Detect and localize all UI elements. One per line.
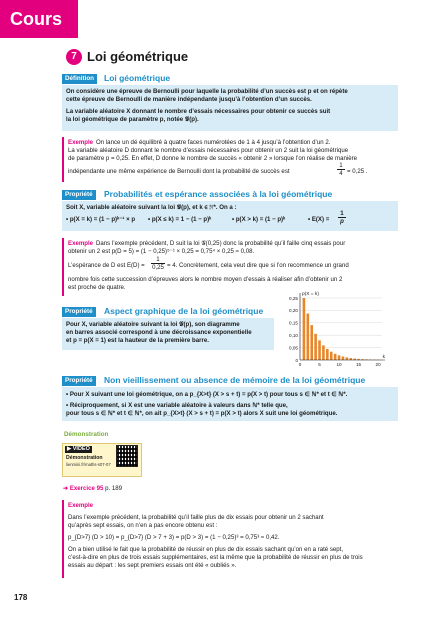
y-tick-label: 0,15 xyxy=(289,320,298,326)
chapter-band: Cours xyxy=(0,0,78,38)
page-number: 178 xyxy=(14,593,28,602)
example-text: Dans l’exemple précédent, D suit la loi 𝒢(0,25) donc la probabilité qu’il faille cinq essais pour xyxy=(96,240,346,247)
example-text: p_{D>7} (D > 10) = p_{D>7} (D > 7 + 3) = p(D > 3) = (1 − 0,25)³ = 0,75³ ≈ 0,42. xyxy=(68,534,280,541)
fraction-numerator: 1 xyxy=(337,162,345,170)
property-text: Pour X, variable aléatoire suivant la loi 𝒢(p), son diagramme xyxy=(66,321,240,328)
example-marker xyxy=(62,137,64,182)
bar xyxy=(303,298,306,360)
definition-text: la loi géométrique de paramètre p, notée 𝒢(p). xyxy=(66,116,199,123)
property-text: • Pour X suivant une loi géométrique, on a p_{X>t} (X > s + t) = p(X > t) pour tous s ∈ ℕ* et t ∈ ℕ*. xyxy=(66,391,348,398)
x-axis-label: k xyxy=(382,355,385,360)
example-label: Exemple xyxy=(68,502,94,509)
x-tick-label: 5 xyxy=(318,362,321,367)
bar xyxy=(318,340,321,360)
definition-tag: Définition xyxy=(62,74,97,84)
definition-text: On considère une épreuve de Bernoulli pour laquelle la probabilité d’un succès est p et on répète xyxy=(66,88,348,95)
formula: • E(X) = xyxy=(308,216,330,223)
example-text: = 0,25 . xyxy=(347,168,368,175)
fraction-denominator: p xyxy=(340,218,344,225)
property-text: pour tous s ∈ ℕ* et t ∈ ℕ*, on ait p_{X>t} (X > s + t) = p(X > t) alors X suit une loi géométrique. xyxy=(66,410,338,417)
definition-title: Loi géométrique xyxy=(104,73,171,83)
y-tick-label: 0,10 xyxy=(289,333,298,338)
page-ref: p. 189 xyxy=(105,485,123,492)
fraction-numerator: 1 xyxy=(151,256,165,264)
bar xyxy=(314,334,317,360)
example-text: On a bien utilisé le fait que la probabilité de réussir en plus de dix essais sachant qu’on en a raté sept, xyxy=(68,546,344,553)
example-marker xyxy=(62,238,64,296)
property-title: Probabilités et espérance associées à la loi géométrique xyxy=(104,189,333,199)
bar xyxy=(342,357,345,360)
definition-text: La variable aléatoire X donnant le nombre d’essais nécessaires pour obtenir ce succès suit xyxy=(66,108,331,115)
x-tick-label: 10 xyxy=(336,362,342,367)
bar xyxy=(322,345,325,360)
demo-label: Démonstration xyxy=(64,431,109,438)
y-tick-label: 0,20 xyxy=(289,308,298,314)
chart-svg xyxy=(278,288,388,370)
x-tick-label: 15 xyxy=(356,362,362,367)
fraction-denominator: 0,25 xyxy=(152,264,164,271)
property-text: en barres associé correspond à une décroissance exponentielle xyxy=(66,329,252,336)
qr-code-icon[interactable] xyxy=(116,445,138,467)
bar xyxy=(338,355,341,360)
example-text: est proche de quatre. xyxy=(68,284,126,291)
fraction-numerator: 1 xyxy=(338,210,346,218)
y-tick-label: 0,05 xyxy=(289,345,298,351)
fraction-denominator: 4 xyxy=(339,170,343,177)
exercise-link[interactable]: Exercice 95 xyxy=(69,485,104,492)
bar xyxy=(326,349,329,360)
formula: • p(X > k) = (1 − p)ᵏ xyxy=(232,216,286,223)
bar xyxy=(334,354,337,360)
example-text: L’espérance de D est E(D) = xyxy=(68,262,145,269)
example-label: Exemple xyxy=(68,139,94,146)
example-text: obtenir un 2 est p(D = 5) = (1 − 0,25)⁵⁻¹ × 0,25 = 0,75⁴ × 0,25 ≈ 0,08. xyxy=(68,248,255,255)
property-tag: Propriété xyxy=(62,376,96,386)
video-title: Démonstration xyxy=(66,455,103,461)
video-link[interactable]: lienmini.fr/maths-s07-07 xyxy=(66,462,111,467)
property-title: Non vieillissement ou absence de mémoire de la loi géométrique xyxy=(104,375,366,385)
bar xyxy=(307,314,310,361)
property-tag: Propriété xyxy=(62,190,96,200)
example-text: nombre fois cette succession d’épreuves alors le nombre moyen d’essais à réaliser afin d’obtenir un 2 xyxy=(68,276,343,283)
example-text: c’est-à-dire en plus de trois essais supplémentaires, est la même que la probabilité de réussir en plus de trois xyxy=(68,554,363,561)
bar xyxy=(310,325,313,360)
example-text: = 4. Concrètement, cela veut dire que si l’on recommence un grand xyxy=(167,262,349,269)
example-text: On lance un dé équilibré à quatre faces numérotées de 1 à 4 jusqu’à l’obtention d’un 2. xyxy=(96,139,331,146)
property-tag: Propriété xyxy=(62,307,96,317)
x-tick-label: 0 xyxy=(298,362,302,367)
property-text: et p = p(X = 1) est la hauteur de la première barre. xyxy=(66,337,209,344)
example-text: qu’après sept essais, on n’en a pas encore obtenu est : xyxy=(68,522,218,529)
example-text: Dans l’exemple précédent, la probabilité qu’il faille plus de dix essais pour obtenir un 2 sachant xyxy=(68,514,324,521)
arrow-icon: ➜ xyxy=(63,485,69,492)
example-text: essais au départ : les sept premiers essais ont été « oubliés ». xyxy=(68,562,237,569)
video-tag: ▶ VIDÉO xyxy=(67,446,90,452)
y-tick-label: 0,25 xyxy=(289,295,298,301)
section-number-badge: 7 xyxy=(66,49,82,65)
bar xyxy=(346,357,349,360)
property-text: • Réciproquement, si X est une variable aléatoire à valeurs dans ℕ* telle que, xyxy=(66,402,288,409)
geometric-bar-chart xyxy=(278,288,388,370)
example-text: de paramètre p = 0,25. En effet, D donne le nombre de succès « obtenir 2 » lorsque l’on réalise de manière xyxy=(68,155,358,162)
example-marker xyxy=(62,500,64,578)
definition-text: cette épreuve de Bernoulli de manière indépendante jusqu’à l’obtention d’un succès. xyxy=(66,96,312,103)
y-axis-label: p(X = k) xyxy=(302,292,319,297)
example-text: La variable aléatoire D donnant le nombre d’essais nécessaires pour obtenir un 2 suit la loi géométrique xyxy=(68,147,349,154)
section-title: Loi géométrique xyxy=(87,49,189,64)
example-text: indépendante une même expérience de Bernoulli dont la probabilité de succès est xyxy=(68,168,290,175)
property-intro: Soit X, variable aléatoire suivant la loi 𝒢(p), et k ∈ ℕ*. On a : xyxy=(66,204,237,211)
property-title: Aspect graphique de la loi géométrique xyxy=(104,306,264,316)
example-label: Exemple xyxy=(68,240,94,247)
y-tick-label: 0 xyxy=(295,357,298,363)
bar xyxy=(330,352,333,360)
formula: • p(X ≤ k) = 1 − (1 − p)ᵏ xyxy=(148,216,212,223)
exercise-ref[interactable] xyxy=(63,485,122,493)
x-tick-label: 20 xyxy=(375,362,381,367)
formula: • p(X = k) = (1 − p)ᵏ⁻¹ × p xyxy=(66,216,136,223)
